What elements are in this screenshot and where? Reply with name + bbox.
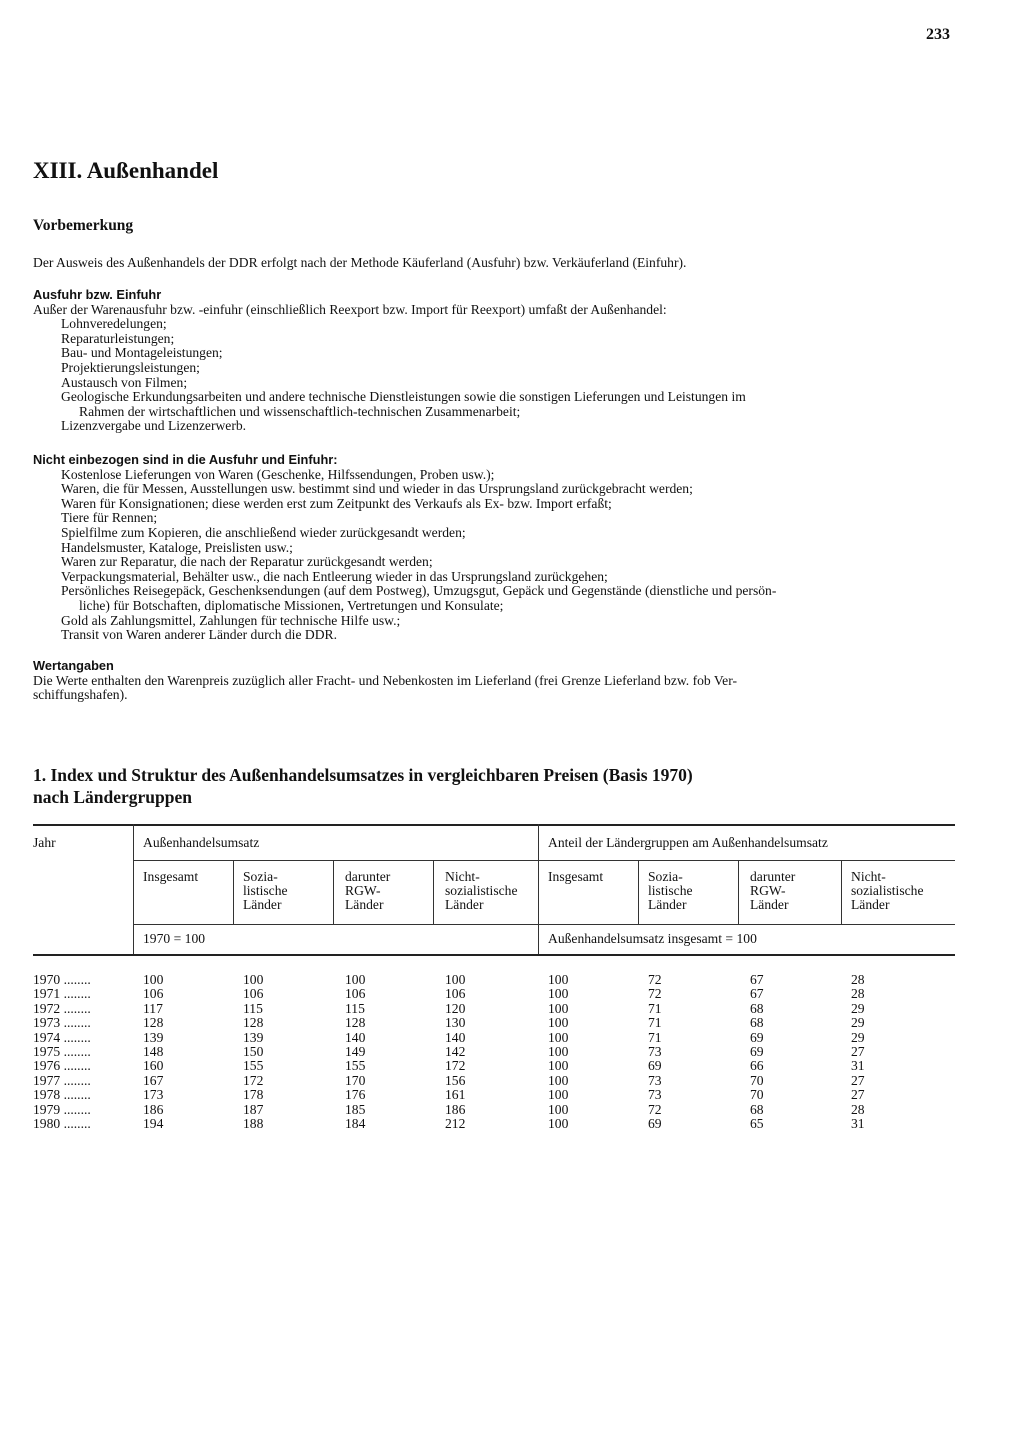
table-cell: 31: [851, 1116, 865, 1131]
table-cell: 128: [143, 1015, 164, 1031]
table-cell: 100: [548, 1029, 569, 1045]
ausfuhr-heading: Ausfuhr bzw. Einfuhr: [33, 287, 162, 302]
vorbemerkung-intro: [33, 256, 963, 271]
table-cell: 155: [243, 1058, 264, 1074]
page-number: 233: [926, 26, 950, 43]
list-item: Transit von Waren anderer Länder durch die DDR.: [61, 627, 337, 643]
list-item: Tiere für Rennen;: [61, 510, 158, 526]
col-header-soz-3: Länder: [243, 897, 282, 912]
list-item: Lohnveredelungen;: [61, 316, 167, 332]
table-cell: 31: [851, 1058, 865, 1074]
list-item-continuation: Rahmen der wirtschaftlichen und wissenschaftlich-technischen Zusammenarbeit;: [79, 403, 521, 419]
table-cell: 186: [445, 1101, 466, 1117]
table-cell: 100: [243, 972, 264, 987]
list-item-continuation: liche) für Botschaften, diplomatische Missionen, Vertretungen und Konsulate;: [79, 597, 504, 613]
table-row: [33, 1001, 955, 1015]
table-cell: 100: [548, 1015, 569, 1031]
list-item: Geologische Erkundungsarbeiten und andere technische Dienstleistungen sowie die sonstigen Lieferungen und Leistungen im: [61, 389, 746, 405]
list-item: Gold als Zahlungsmittel, Zahlungen für technische Hilfe usw.;: [61, 612, 401, 628]
col-header-nsoz2-3: Länder: [851, 897, 890, 912]
cell-year: 1973 ........: [33, 1015, 91, 1031]
table-cell: 71: [648, 1029, 662, 1045]
table-cell: 69: [750, 1029, 764, 1045]
table-cell: 140: [445, 1029, 466, 1045]
cell-year: 1972 ........: [33, 1000, 91, 1016]
table-cell: 100: [548, 972, 569, 987]
section-heading-vorbemerkung: Vorbemerkung: [33, 217, 134, 234]
table-title-line2: nach Ländergruppen: [33, 787, 192, 807]
table-row: [33, 986, 955, 1000]
table-cell: 73: [648, 1072, 662, 1088]
divider: [433, 860, 434, 924]
table-cell: 120: [445, 1000, 466, 1016]
table-cell: 100: [143, 972, 164, 987]
table-cell: 172: [445, 1058, 466, 1074]
table-cell: 139: [243, 1029, 264, 1045]
divider: [233, 860, 234, 924]
table-cell: 128: [243, 1015, 264, 1031]
col-header-rgw-2: RGW-: [345, 883, 381, 898]
divider: [638, 860, 639, 924]
cell-year: 1979 ........: [33, 1101, 91, 1117]
col-header-soz2-2: listische: [648, 883, 693, 898]
col-header-rgw2-2: RGW-: [750, 883, 786, 898]
wertangaben-text-line1: Die Werte enthalten den Warenpreis zuzüglich aller Fracht- und Nebenkosten im Lieferland (frei Grenze Lieferland bzw. fob Ver-: [33, 672, 737, 688]
table-row: [33, 1087, 955, 1101]
table-cell: 115: [243, 1000, 263, 1016]
divider: [133, 824, 134, 954]
table-cell: 73: [648, 1087, 662, 1103]
table-cell: 106: [445, 986, 466, 1002]
list-item: Bau- und Montageleistungen;: [61, 345, 223, 361]
list-item: Kostenlose Lieferungen von Waren (Geschenke, Hilfssendungen, Proben usw.);: [61, 466, 495, 482]
section-nicht-einbezogen: [33, 453, 963, 643]
list-item: Waren zur Reparatur, die nach der Reparatur zurückgesandt werden;: [61, 554, 433, 570]
table-cell: 27: [851, 1087, 865, 1103]
col-header-nsoz2-1: Nicht-: [851, 869, 886, 884]
col-header-insgesamt: Insgesamt: [143, 869, 199, 884]
table-cell: 130: [445, 1015, 466, 1031]
table-cell: 69: [648, 1058, 662, 1074]
table-cell: 71: [648, 1015, 662, 1031]
table-row: [33, 1073, 955, 1087]
col-header-nsoz-2: sozialistische: [445, 883, 518, 898]
table-row: [33, 1015, 955, 1029]
cell-year: 1980 ........: [33, 1116, 91, 1131]
table-cell: 194: [143, 1116, 164, 1131]
col-header-nsoz-1: Nicht-: [445, 869, 480, 884]
table-cell: 100: [548, 1087, 569, 1103]
list-item: Lizenzvergabe und Lizenzerwerb.: [61, 418, 247, 434]
table-cell: 161: [445, 1087, 466, 1103]
table-row: [33, 1058, 955, 1072]
cell-year: 1975 ........: [33, 1044, 91, 1059]
section-ausfuhr: [33, 288, 963, 434]
list-item: Reparaturleistungen;: [61, 330, 175, 346]
table-cell: 128: [345, 1015, 366, 1031]
table-cell: 29: [851, 1000, 865, 1016]
table-cell: 28: [851, 1101, 865, 1117]
table-cell: 70: [750, 1087, 764, 1103]
table-cell: 140: [345, 1029, 366, 1045]
table-cell: 71: [648, 1000, 662, 1016]
table-cell: 184: [345, 1116, 366, 1131]
table-cell: 139: [143, 1029, 164, 1045]
col-header-nsoz2-2: sozialistische: [851, 883, 924, 898]
divider: [841, 860, 842, 924]
section-wertangaben: [33, 659, 963, 703]
table-cell: 117: [143, 1000, 163, 1016]
table-row: [33, 1102, 955, 1116]
table-cell: 170: [345, 1072, 366, 1088]
col-header-soz2-1: Sozia-: [648, 869, 683, 884]
col-header-rgw2-1: darunter: [750, 869, 796, 884]
table-cell: 69: [750, 1044, 764, 1059]
table-cell: 69: [648, 1116, 662, 1131]
table-cell: 100: [445, 972, 466, 987]
table-cell: 68: [750, 1101, 764, 1117]
col-header-insgesamt-2: Insgesamt: [548, 869, 604, 884]
table-cell: 67: [750, 986, 764, 1002]
list-item: Austausch von Filmen;: [61, 374, 188, 390]
table-cell: 67: [750, 972, 764, 987]
table-cell: 100: [548, 1044, 569, 1059]
cell-year: 1976 ........: [33, 1058, 91, 1074]
table-cell: 176: [345, 1087, 366, 1103]
group-header-umsatz: Außenhandelsumsatz: [143, 835, 260, 850]
table-cell: 100: [548, 986, 569, 1002]
table-cell: 73: [648, 1044, 662, 1059]
table-cell: 155: [345, 1058, 366, 1074]
table-cell: 72: [648, 972, 662, 987]
list-item: Waren für Konsignationen; diese werden erst zum Zeitpunkt des Verkaufs als Ex- bzw. Import erfaßt;: [61, 495, 612, 511]
table-cell: 187: [243, 1101, 264, 1117]
table-cell: 28: [851, 986, 865, 1002]
table-cell: 173: [143, 1087, 164, 1103]
table-cell: 106: [345, 986, 366, 1002]
col-header-rgw-3: Länder: [345, 897, 384, 912]
table-cell: 186: [143, 1101, 164, 1117]
list-item: Spielfilme zum Kopieren, die anschließend wieder zurückgesandt werden;: [61, 524, 466, 540]
col-header-rgw-1: darunter: [345, 869, 391, 884]
cell-year: 1978 ........: [33, 1087, 91, 1103]
col-header-rgw2-3: Länder: [750, 897, 789, 912]
col-header-soz2-3: Länder: [648, 897, 687, 912]
table-cell: 27: [851, 1044, 865, 1059]
cell-year: 1974 ........: [33, 1029, 91, 1045]
divider: [133, 924, 955, 925]
list-item: Handelsmuster, Kataloge, Preislisten usw.;: [61, 539, 293, 555]
list-item: Projektierungsleistungen;: [61, 359, 200, 375]
table-cell: 148: [143, 1044, 164, 1059]
table-row: [33, 972, 955, 986]
table-cell: 160: [143, 1058, 164, 1074]
list-item: Persönliches Reisegepäck, Geschenksendungen (auf dem Postweg), Umzugsgut, Gepäck und Gegenstände (dienstliche und persön-: [61, 583, 777, 599]
table-cell: 100: [548, 1116, 569, 1131]
col-header-jahr: Jahr: [33, 835, 56, 850]
vorbemerkung-text: Der Ausweis des Außenhandels der DDR erfolgt nach der Methode Käuferland (Ausfuhr) bzw. Verkäuferland (Einfuhr).: [33, 255, 687, 270]
table-cell: 29: [851, 1015, 865, 1031]
table-cell: 29: [851, 1029, 865, 1045]
cell-year: 1970 ........: [33, 972, 91, 987]
divider: [738, 860, 739, 924]
wertangaben-text-line2: schiffungshafen).: [33, 687, 128, 703]
table-cell: 100: [548, 1101, 569, 1117]
wertangaben-heading: Wertangaben: [33, 658, 114, 673]
list-item: Verpackungsmaterial, Behälter usw., die nach Entleerung wieder in das Ursprungsland zurückgehen;: [61, 568, 608, 584]
table-cell: 28: [851, 972, 865, 987]
table-cell: 149: [345, 1044, 366, 1059]
col-header-soz-2: listische: [243, 883, 288, 898]
ausfuhr-list: [33, 317, 963, 434]
table-cell: 115: [345, 1000, 365, 1016]
table-cell: 68: [750, 1015, 764, 1031]
ausfuhr-intro: Außer der Warenausfuhr bzw. -einfuhr (einschließlich Reexport bzw. Import für Reexport) umfaßt der Außenhandel:: [33, 301, 667, 317]
table-row: [33, 1116, 955, 1130]
table-cell: 156: [445, 1072, 466, 1088]
table-cell: 100: [548, 1058, 569, 1074]
table-title-line1: 1. Index und Struktur des Außenhandelsumsatzes in vergleichbaren Preisen (Basis 1970): [33, 765, 693, 785]
table-cell: 150: [243, 1044, 264, 1059]
unit-label-index: 1970 = 100: [143, 931, 206, 946]
table-cell: 72: [648, 986, 662, 1002]
table-cell: 167: [143, 1072, 164, 1088]
unit-label-anteil: Außenhandelsumsatz insgesamt = 100: [548, 931, 757, 946]
table-top-rule: [33, 824, 955, 826]
table-cell: 142: [445, 1044, 466, 1059]
cell-year: 1977 ........: [33, 1072, 91, 1088]
divider: [333, 860, 334, 924]
list-item: Waren, die für Messen, Ausstellungen usw. bestimmt sind und wieder in das Ursprungsland zurückgebracht werden;: [61, 481, 693, 497]
table-cell: 172: [243, 1072, 264, 1088]
col-header-nsoz-3: Länder: [445, 897, 484, 912]
cell-year: 1971 ........: [33, 986, 91, 1002]
table-cell: 106: [243, 986, 264, 1002]
table-cell: 212: [445, 1116, 466, 1131]
table-cell: 188: [243, 1116, 264, 1131]
table-cell: 100: [548, 1072, 569, 1088]
table-cell: 178: [243, 1087, 264, 1103]
nicht-list: [33, 468, 963, 643]
table-cell: 72: [648, 1101, 662, 1117]
divider: [133, 860, 955, 861]
table-title: [33, 764, 933, 808]
nicht-heading: Nicht einbezogen sind in die Ausfuhr und Einfuhr:: [33, 452, 338, 467]
table-cell: 68: [750, 1000, 764, 1016]
table-cell: 100: [548, 1000, 569, 1016]
divider: [538, 824, 539, 954]
table-cell: 106: [143, 986, 164, 1002]
table-row: [33, 1044, 955, 1058]
table-cell: 185: [345, 1101, 366, 1117]
table-cell: 70: [750, 1072, 764, 1088]
group-header-anteil: Anteil der Ländergruppen am Außenhandelsumsatz: [548, 835, 828, 850]
table-cell: 65: [750, 1116, 764, 1131]
table-cell: 100: [345, 972, 366, 987]
table-header-rule: [33, 954, 955, 956]
col-header-soz-1: Sozia-: [243, 869, 278, 884]
table-row: [33, 1030, 955, 1044]
table-cell: 27: [851, 1072, 865, 1088]
table-cell: 66: [750, 1058, 764, 1074]
chapter-title: XIII. Außenhandel: [33, 158, 219, 183]
